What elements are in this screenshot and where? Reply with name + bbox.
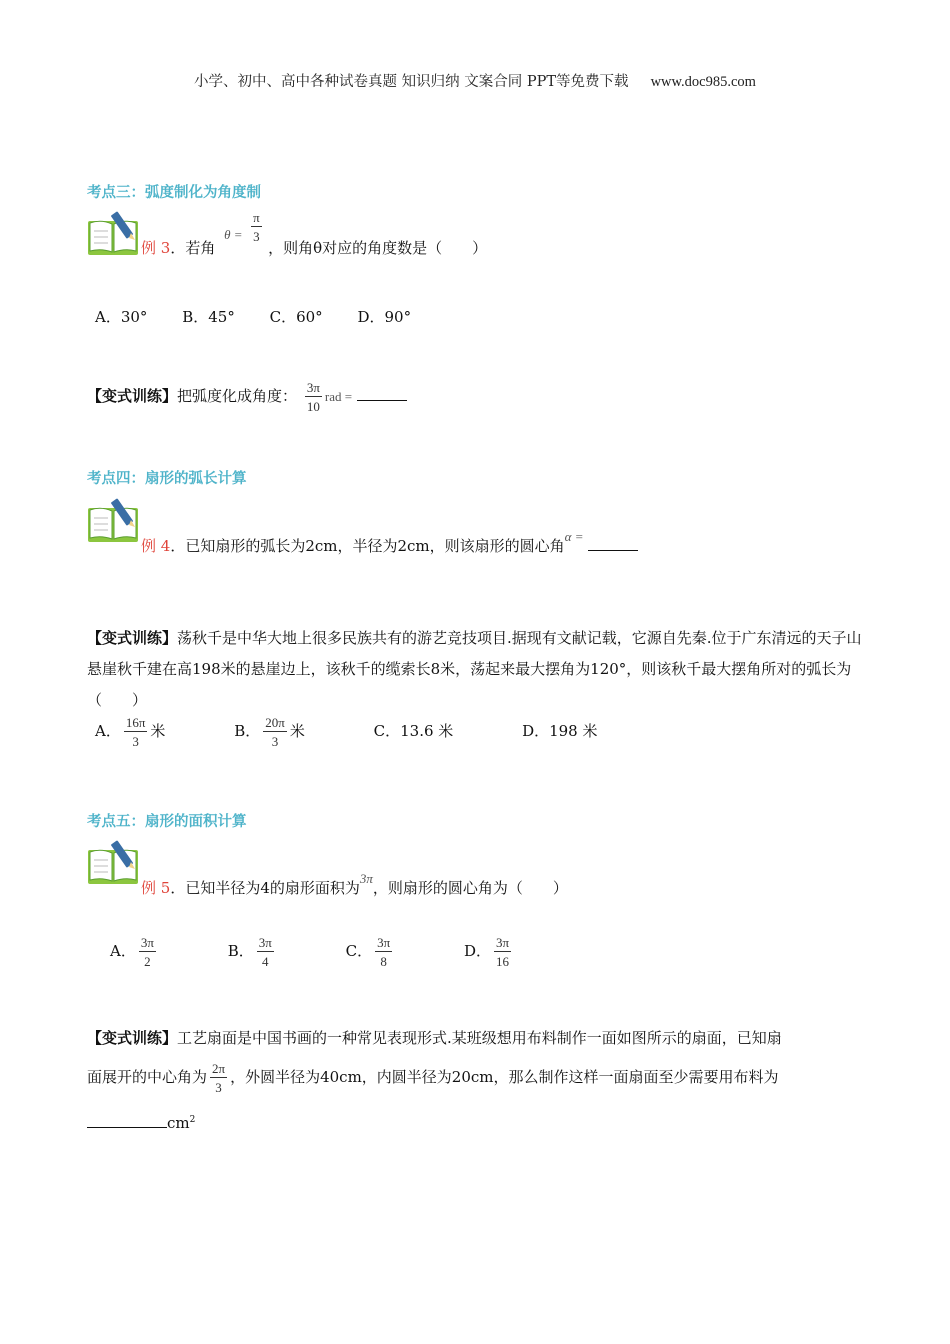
fraction-numerator: 2π [212,1061,226,1076]
option-a [110,935,159,969]
fraction-denominator: 4 [262,954,269,969]
book-pencil-icon [86,840,140,886]
fraction-numerator: 3π [140,935,154,950]
fraction-numerator: 3π [495,935,510,950]
unit: 米 [289,722,305,740]
variant-fraction [305,381,322,413]
header-site: www.doc985.com [650,74,756,90]
variant-label: 【变式训练】 [87,1029,178,1047]
question-text: ．已知扇形的弧长为2cm，半径为2cm，则该扇形的圆心角 [170,537,565,555]
question-text: ，则扇形的圆心角为（ ） [372,879,568,897]
variant-fraction [210,1062,227,1094]
unit-exponent: 2 [189,1115,196,1125]
example-label: 例 4 [141,537,171,555]
option-fraction [124,716,148,748]
variant-training-4 [87,623,862,716]
fraction-denominator: 3 [132,734,139,749]
variant-training-5-line2 [87,1062,779,1094]
option-label: D． [463,942,491,960]
option-b: B．45° [182,308,235,326]
variant-text: 荡秋千是中华大地上很多民族共有的游艺竞技项目.据现有文献记载，它源自先秦.位于广东清远的天子山悬崖秋千建在高198米的悬崖边上，该秋千的缆索长8米，荡起来最大摆角为120°，则该秋千最大摆角所对的弧长为（ ） [87,629,862,709]
section-title-5: 考点五：扇形的面积计算 [87,814,247,830]
option-d: D．90° [357,308,412,326]
option-label: A． [95,722,121,740]
page-header [0,70,950,91]
fraction-numerator: 3π [306,380,320,395]
option-fraction [139,936,156,968]
fraction-denominator: 3 [215,1080,222,1095]
fraction-denominator: 3 [271,734,279,749]
unit: cm [167,1114,190,1132]
options-row [95,716,598,748]
variant-training-5-line1 [87,1027,782,1048]
variant-label: 【变式训练】 [87,629,178,647]
variant-text: ，外圆半径为40cm，内圆半径为20cm，那么制作这样一面扇面至少需要用布料为 [230,1068,779,1086]
unit: 米 [150,722,166,740]
answer-blank [357,386,407,401]
option-label: B． [227,942,254,960]
book-pencil-icon [86,211,140,257]
question-text: ．已知半径为4的扇形面积为 [170,879,360,897]
option-c: C．13.6 米 [373,722,454,740]
example-5-line [141,871,568,898]
section-title-3: 考点三：弧度制化为角度制 [87,185,261,201]
option-label: C． [345,942,373,960]
variant-text: 工艺扇面是中国书画的一种常见表现形式.某班级想用布料制作一面如图所示的扇面，已知扇 [177,1029,782,1047]
option-label: A． [110,942,136,960]
fraction-numerator: 3π [258,935,272,950]
option-d [463,935,514,969]
variant-text: 把弧度化成角度： [177,387,298,405]
option-a [95,715,170,749]
example-label: 例 5 [141,879,171,897]
header-text: 小学、初中、高中各种试卷真题 知识归纳 文案合同 PPT等免费下载 [194,74,629,90]
option-c [345,935,396,969]
rad-unit: rad = [324,389,353,404]
book-pencil-icon [86,498,140,544]
fraction-numerator: π [253,210,260,225]
question-text: ，则角θ对应的角度数是（ ） [268,239,488,257]
option-fraction [263,716,287,748]
example-label: 例 3 [141,239,171,257]
option-b [234,715,309,749]
variant-training-5-line3 [87,1113,195,1132]
option-fraction [494,936,511,968]
area-expression: 3π [359,871,373,886]
option-fraction [375,936,392,968]
example-3-line [141,210,488,258]
option-c: C．60° [269,308,323,326]
variant-text: 面展开的中心角为 [87,1068,208,1086]
options-row [95,306,411,327]
variant-training-3 [87,381,407,413]
option-b [227,935,277,969]
answer-blank [87,1113,167,1128]
option-a: A．30° [95,308,148,326]
example-4-line [141,529,638,556]
option-d: D．198 米 [522,722,598,740]
fraction-numerator: 20π [265,715,285,730]
theta-fraction [251,211,262,243]
fraction-denominator: 8 [380,954,387,969]
fraction-denominator: 2 [144,954,151,969]
fraction-denominator: 16 [496,954,509,969]
option-label: B． [234,722,261,740]
alpha-expression: α = [564,529,584,544]
question-text: ．若角 [170,239,216,257]
variant-label: 【变式训练】 [87,387,178,405]
options-row [110,936,514,968]
answer-blank [588,536,638,551]
fraction-denominator: 10 [306,399,320,414]
fraction-numerator: 3π [377,935,391,950]
fraction-numerator: 16π [125,715,146,730]
fraction-denominator: 3 [253,229,260,244]
option-fraction [257,936,274,968]
theta-expression: θ = [224,227,243,242]
section-title-4: 考点四：扇形的弧长计算 [87,471,247,487]
